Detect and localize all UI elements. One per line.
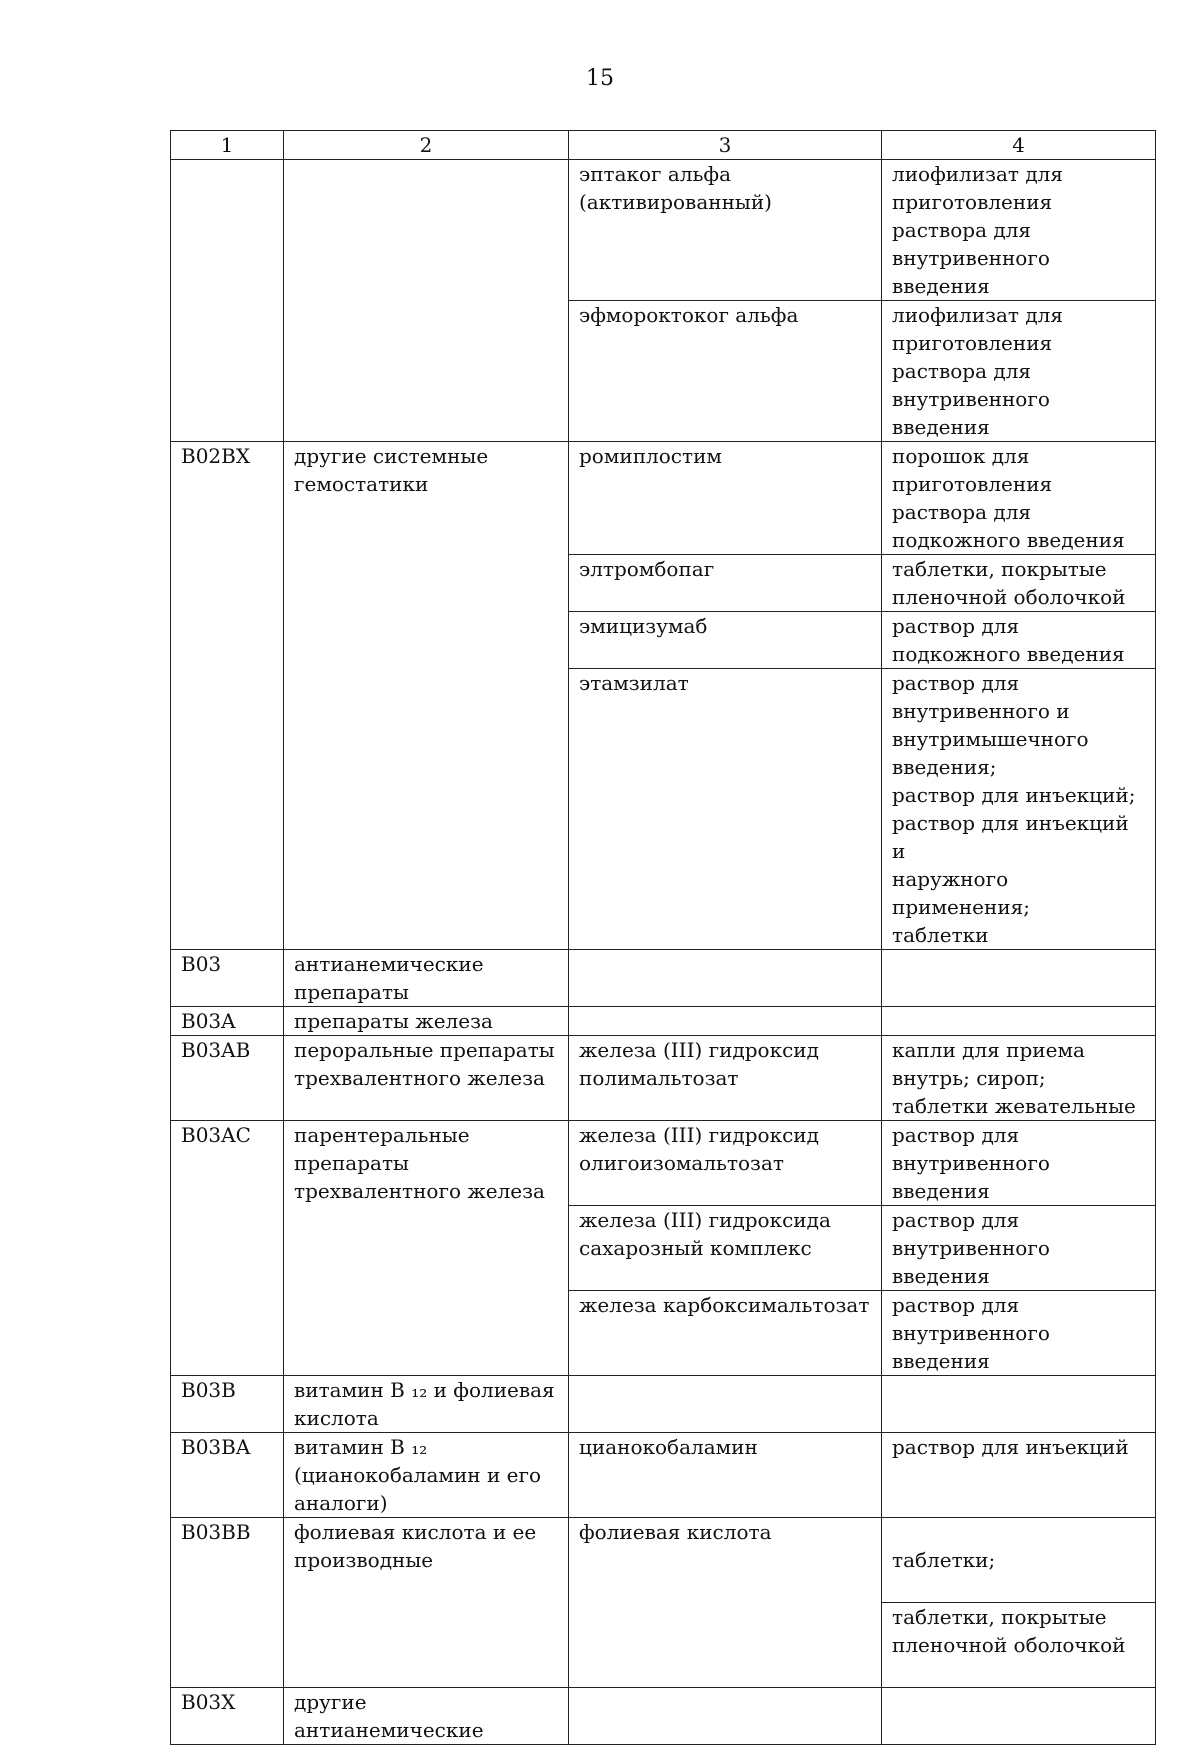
form-cell	[882, 1518, 1156, 1688]
group-cell: витамин B ₁₂ (цианокобаламин и его аналоги)	[284, 1433, 569, 1518]
form-cell	[882, 950, 1156, 1007]
group-cell: фолиевая кислота и ее производные	[284, 1518, 569, 1688]
header-col-4: 4	[882, 131, 1156, 160]
group-cell: парентеральные препараты трехвалентного железа	[284, 1121, 569, 1376]
atc-code-cell: B03A	[171, 1007, 284, 1036]
substance-cell: железа (III) гидроксид олигоизомальтозат	[569, 1121, 882, 1206]
form-cell: таблетки, покрытые пленочной оболочкой	[882, 555, 1156, 612]
table-row	[171, 950, 1156, 1007]
form-cell: капли для приема внутрь; сироп; таблетки жевательные	[882, 1036, 1156, 1121]
form-cell: раствор для внутривенного введения	[882, 1291, 1156, 1376]
table-row	[171, 1433, 1156, 1518]
atc-code-cell: B03BB	[171, 1518, 284, 1688]
table-row	[171, 442, 1156, 555]
table-row	[171, 160, 1156, 301]
form-entry: таблетки, покрытые пленочной оболочкой	[882, 1602, 1155, 1659]
table-row	[171, 1688, 1156, 1745]
substance-cell	[569, 1688, 882, 1745]
group-cell: антианемические препараты	[284, 950, 569, 1007]
form-cell	[882, 1688, 1156, 1745]
atc-code-cell: B03AB	[171, 1036, 284, 1121]
group-cell: пероральные препараты трехвалентного железа	[284, 1036, 569, 1121]
header-col-1: 1	[171, 131, 284, 160]
table-row	[171, 1036, 1156, 1121]
group-cell: другие антианемические	[284, 1688, 569, 1745]
table-row	[171, 1376, 1156, 1433]
atc-code-cell: B03	[171, 950, 284, 1007]
group-cell	[284, 160, 569, 442]
form-cell: лиофилизат для приготовления раствора для внутривенного введения	[882, 160, 1156, 301]
substance-cell	[569, 1376, 882, 1433]
atc-code-cell: B03X	[171, 1688, 284, 1745]
substance-cell: фолиевая кислота	[569, 1518, 882, 1688]
substance-cell: железа (III) гидроксид полимальтозат	[569, 1036, 882, 1121]
header-col-3: 3	[569, 131, 882, 160]
page-number: 15	[586, 66, 614, 91]
substance-cell: эптаког альфа (активированный)	[569, 160, 882, 301]
form-cell	[882, 1376, 1156, 1433]
atc-code-cell: B03B	[171, 1376, 284, 1433]
substance-cell: железа (III) гидроксида сахарозный комплекс	[569, 1206, 882, 1291]
form-cell: лиофилизат для приготовления раствора для внутривенного введения	[882, 301, 1156, 442]
form-cell: раствор для внутривенного введения	[882, 1206, 1156, 1291]
form-cell	[882, 1007, 1156, 1036]
atc-code-cell	[171, 160, 284, 442]
form-cell: раствор для инъекций	[882, 1433, 1156, 1518]
header-col-2: 2	[284, 131, 569, 160]
group-cell: препараты железа	[284, 1007, 569, 1036]
atc-code-cell: B03AC	[171, 1121, 284, 1376]
group-cell: витамин B ₁₂ и фолиевая кислота	[284, 1376, 569, 1433]
substance-cell: ромиплостим	[569, 442, 882, 555]
form-cell: раствор для подкожного введения	[882, 612, 1156, 669]
form-cell: раствор для внутривенного введения	[882, 1121, 1156, 1206]
form-cell: порошок для приготовления раствора для подкожного введения	[882, 442, 1156, 555]
substance-cell	[569, 1007, 882, 1036]
table-row	[171, 1007, 1156, 1036]
substance-cell	[569, 950, 882, 1007]
atc-code-cell: B03BA	[171, 1433, 284, 1518]
drug-table	[170, 130, 1156, 1745]
substance-cell: эфмороктоког альфа	[569, 301, 882, 442]
group-cell: другие системные гемостатики	[284, 442, 569, 950]
header-row	[171, 131, 1156, 160]
substance-cell: этамзилат	[569, 669, 882, 950]
atc-code-cell: B02BX	[171, 442, 284, 950]
form-entry: таблетки;	[892, 1548, 996, 1572]
substance-cell: элтромбопаг	[569, 555, 882, 612]
substance-cell: эмицизумаб	[569, 612, 882, 669]
table-row	[171, 1121, 1156, 1206]
substance-cell: цианокобаламин	[569, 1433, 882, 1518]
substance-cell: железа карбоксимальтозат	[569, 1291, 882, 1376]
table-row	[171, 1518, 1156, 1688]
form-cell: раствор для внутривенного и внутримышечного введения; раствор для инъекций; раствор для инъекций и наружного применения; таблетки	[882, 669, 1156, 950]
